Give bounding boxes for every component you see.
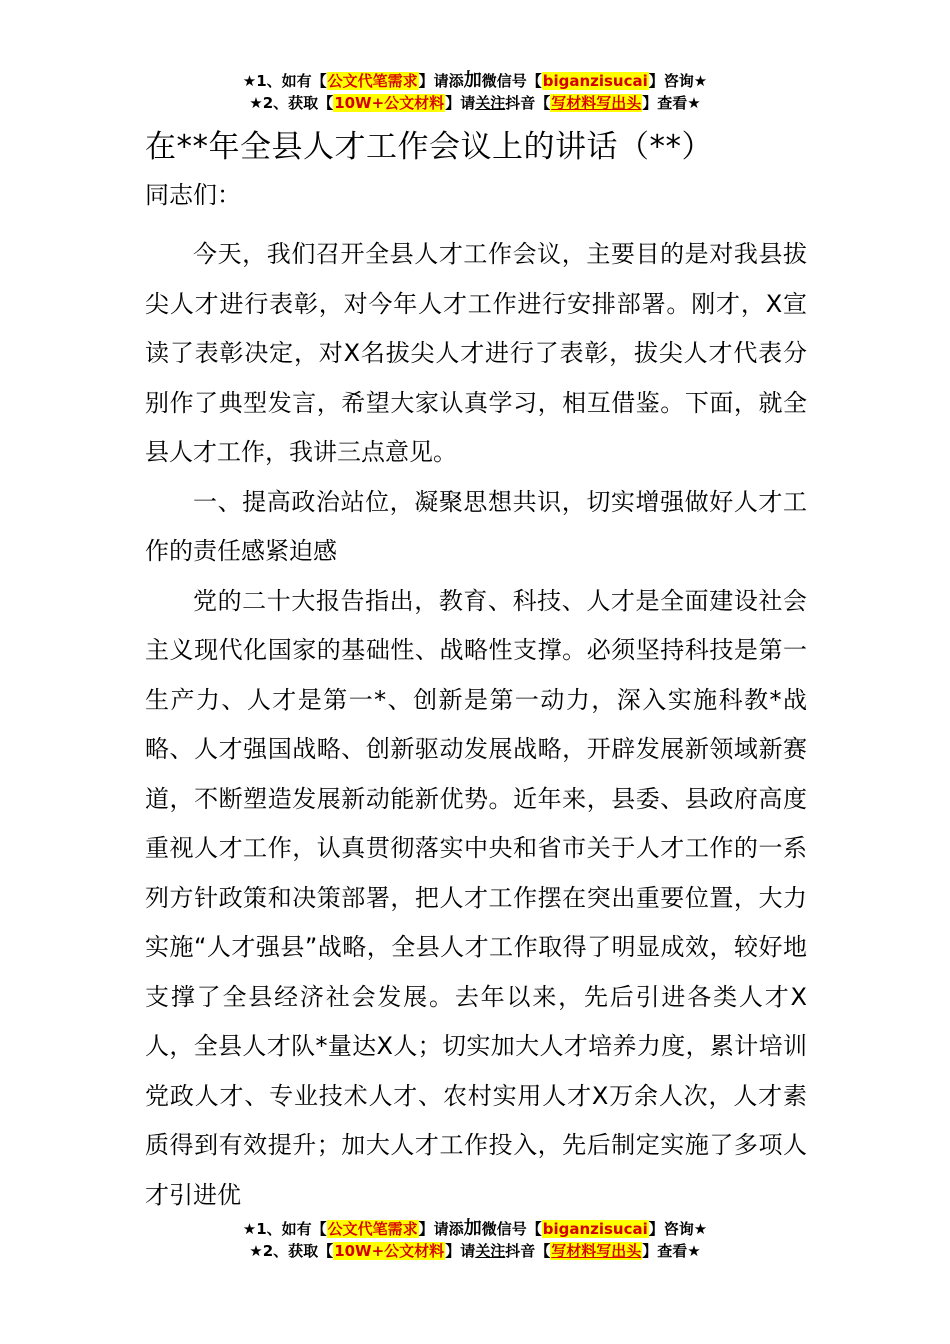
greeting: 同志们：	[145, 181, 241, 209]
promo-highlight: 公文代笔需求	[327, 1220, 418, 1238]
promo-highlight: 公文代笔需求	[327, 72, 418, 90]
wechat-id: biganzisucai	[542, 1220, 648, 1238]
douyin-account: 写材料写出头	[551, 1242, 642, 1260]
paragraph: 今天，我们召开全县人才工作会议，主要目的是对我县拔尖人才进行表彰，对今年人才工作进行安排部署。刚才，X宣读了表彰决定，对X名拔尖人才进行了表彰，拔尖人才代表分别作了典型发言，希望大家认真学习，相互借鉴。下面，就全县人才工作，我讲三点意见。	[145, 240, 807, 466]
document-title: 在**年全县人才工作会议上的讲话（**）	[145, 129, 713, 165]
promo-highlight: 10W+公文材料	[334, 94, 445, 112]
promo-line-2: ★2、获取【10W+公文材料】请关注抖音【写材料写出头】查看★	[249, 94, 701, 112]
douyin-account: 写材料写出头	[551, 94, 642, 112]
section-heading: 一、提高政治站位，凝聚思想共识，切实增强做好人才工作的责任感紧迫感	[145, 487, 807, 565]
wechat-id: biganzisucai	[542, 72, 648, 90]
promo-line-1: ★1、如有【公文代笔需求】请添加微信号【biganzisucai】咨询★	[242, 70, 708, 91]
paragraph: 党的二十大报告指出，教育、科技、人才是全面建设社会主义现代化国家的基础性、战略性支撑。必须坚持科技是第一生产力、人才是第一*、创新是第一动力，深入实施科教*战略、人才强国战略、创新驱动发展战略，开辟发展新领域新赛道，不断塑造发展新动能新优势。近年来，县委、县政府高度重视人才工作，认真贯彻落实中央和省市关于人才工作的一系列方针政策和决策部署，把人才工作摆在突出重要位置，大力实施“人才强县”战略，全县人才工作取得了明显成效，较好地支撑了全县经济社会发展。去年以来，先后引进各类人才X人，全县人才队*量达X人；切实加大人才培养力度，累计培训党政人才、专业技术人才、农村实用人才X万余人次，人才素质得到有效提升；加大人才工作投入，先后制定实施了多项人才引进优	[145, 586, 807, 1209]
document-body	[145, 122, 807, 1220]
promo-footer	[0, 1218, 950, 1262]
promo-header	[0, 70, 950, 114]
promo-highlight: 10W+公文材料	[334, 1242, 445, 1260]
promo-line-2: ★2、获取【10W+公文材料】请关注抖音【写材料写出头】查看★	[249, 1242, 701, 1260]
promo-line-1: ★1、如有【公文代笔需求】请添加微信号【biganzisucai】咨询★	[242, 1218, 708, 1239]
